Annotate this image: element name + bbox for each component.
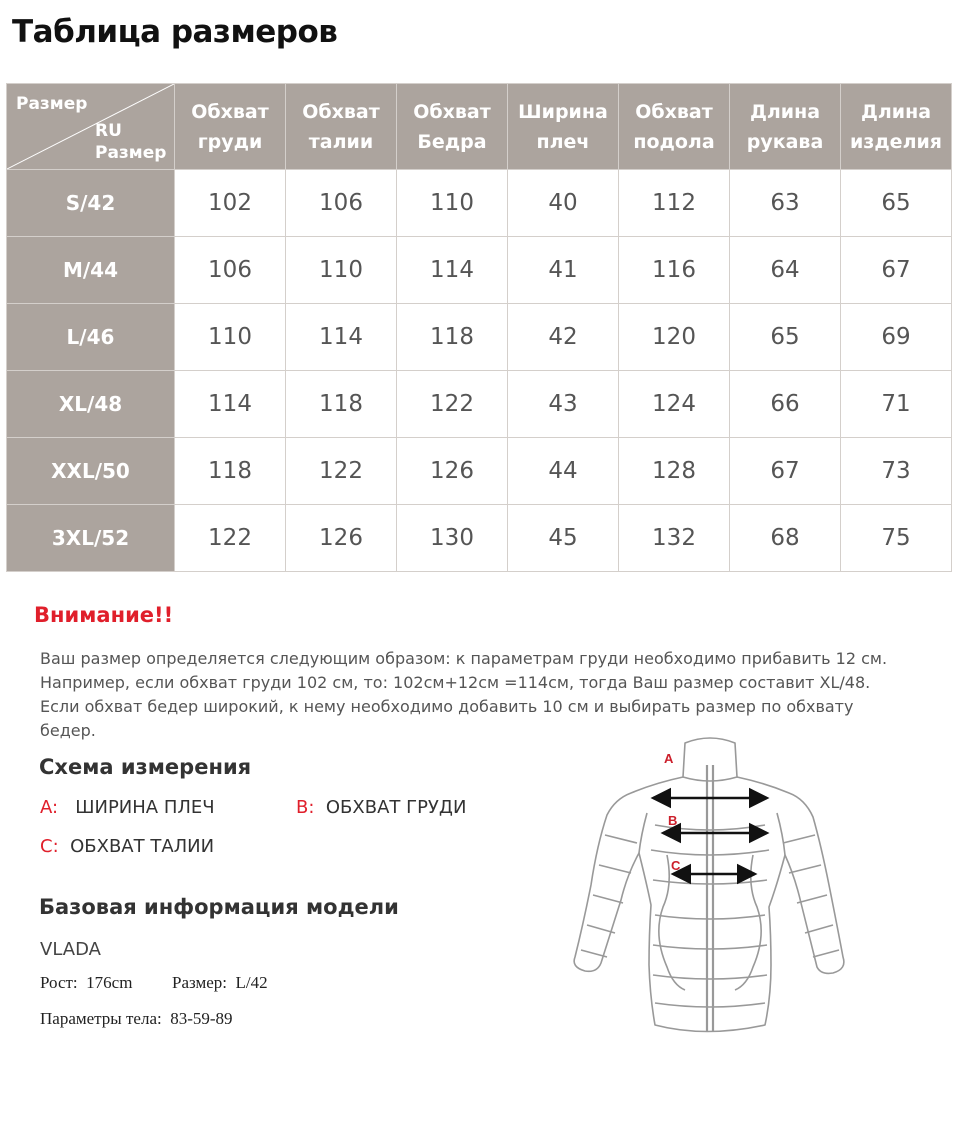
value-cell: 65 — [730, 304, 841, 371]
measure-heading: Схема измерения — [39, 755, 252, 779]
table-row — [7, 505, 952, 572]
params-value: 83-59-89 — [170, 1009, 233, 1028]
value-cell: 132 — [619, 505, 730, 572]
value-cell: 122 — [397, 371, 508, 438]
column-header — [841, 84, 952, 170]
value-cell: 63 — [730, 170, 841, 237]
column-header-line: Ширина — [518, 100, 608, 123]
model-size-value: L/42 — [235, 973, 268, 992]
legend-letter-b: B: — [296, 797, 315, 818]
column-header — [619, 84, 730, 170]
height-value: 176cm — [86, 973, 133, 992]
column-header-line: груди — [197, 130, 263, 153]
value-cell: 122 — [286, 438, 397, 505]
corner-label-ru: RU Размер — [95, 121, 167, 163]
model-height — [40, 973, 132, 993]
value-cell: 44 — [508, 438, 619, 505]
measure-letters — [664, 751, 681, 873]
column-header-line: Длина — [860, 100, 932, 123]
table-row — [7, 170, 952, 237]
column-header-line: рукава — [746, 130, 824, 153]
column-header — [175, 84, 286, 170]
value-cell: 41 — [508, 237, 619, 304]
value-cell: 120 — [619, 304, 730, 371]
value-cell: 68 — [730, 505, 841, 572]
value-cell: 110 — [397, 170, 508, 237]
attention-heading: Внимание!! — [34, 603, 174, 627]
size-cell: 3XL/52 — [7, 505, 175, 572]
value-cell: 128 — [619, 438, 730, 505]
size-note: Ваш размер определяется следующим образом: к параметрам груди необходимо прибавить 12 см. Например, если обхват груди 102 см, то: 102см+12см =114см, тогда Ваш размер составит XL/48. Если обхват бедер широкий, к нему необходимо добавить 10 см и выбирать размер по обхвату бедер. — [40, 649, 888, 740]
value-cell: 118 — [286, 371, 397, 438]
legend-item-b — [296, 797, 466, 818]
page-title: Таблица размеров — [12, 14, 338, 50]
value-cell: 65 — [841, 170, 952, 237]
legend-letter-c: C: — [40, 836, 59, 857]
column-header-line: талии — [308, 130, 374, 153]
table-row — [7, 304, 952, 371]
value-cell: 126 — [397, 438, 508, 505]
column-header-line: Обхват — [635, 100, 713, 123]
value-cell: 124 — [619, 371, 730, 438]
jacket-diagram — [555, 735, 855, 1040]
value-cell: 69 — [841, 304, 952, 371]
legend-letter-a: A: — [40, 797, 59, 818]
column-header — [286, 84, 397, 170]
size-cell: S/42 — [7, 170, 175, 237]
value-cell: 67 — [841, 237, 952, 304]
value-cell: 114 — [397, 237, 508, 304]
value-cell: 118 — [397, 304, 508, 371]
diagram-label-a: A — [664, 751, 674, 766]
size-cell: XXL/50 — [7, 438, 175, 505]
value-cell: 71 — [841, 371, 952, 438]
diagram-label-c: C — [671, 858, 681, 873]
legend-item-c — [40, 836, 214, 857]
value-cell: 112 — [619, 170, 730, 237]
value-cell: 64 — [730, 237, 841, 304]
value-cell: 110 — [175, 304, 286, 371]
model-size-label: Размер: — [172, 973, 228, 992]
column-header-line: плеч — [536, 130, 590, 153]
column-header — [508, 84, 619, 170]
column-header-line: подола — [633, 130, 715, 153]
legend-label-b: ОБХВАТ ГРУДИ — [325, 797, 467, 818]
column-header-line: Бедра — [417, 130, 487, 153]
column-header-line: изделия — [849, 130, 942, 153]
table-header-row — [7, 84, 952, 170]
column-header-line: Обхват — [413, 100, 491, 123]
value-cell: 102 — [175, 170, 286, 237]
value-cell: 114 — [175, 371, 286, 438]
value-cell: 42 — [508, 304, 619, 371]
value-cell: 75 — [841, 505, 952, 572]
table-row — [7, 438, 952, 505]
table-row — [7, 371, 952, 438]
legend-item-a — [40, 797, 215, 818]
size-cell: L/46 — [7, 304, 175, 371]
table-corner-cell — [7, 84, 175, 170]
column-header — [730, 84, 841, 170]
params-label: Параметры тела: — [40, 1009, 162, 1028]
model-name: VLADA — [40, 939, 101, 960]
size-table — [6, 83, 952, 572]
column-header-line: Обхват — [302, 100, 380, 123]
legend-label-c: ОБХВАТ ТАЛИИ — [70, 836, 215, 857]
value-cell: 73 — [841, 438, 952, 505]
value-cell: 106 — [286, 170, 397, 237]
jacket-outline — [574, 738, 844, 1032]
size-cell: XL/48 — [7, 371, 175, 438]
column-header-line: Обхват — [191, 100, 269, 123]
model-params — [40, 1009, 233, 1029]
legend-label-a: ШИРИНА ПЛЕЧ — [75, 797, 215, 818]
diagram-label-b: B — [668, 813, 678, 828]
value-cell: 106 — [175, 237, 286, 304]
value-cell: 40 — [508, 170, 619, 237]
value-cell: 43 — [508, 371, 619, 438]
value-cell: 122 — [175, 505, 286, 572]
value-cell: 126 — [286, 505, 397, 572]
value-cell: 67 — [730, 438, 841, 505]
value-cell: 118 — [175, 438, 286, 505]
value-cell: 114 — [286, 304, 397, 371]
corner-label-size: Размер — [16, 94, 88, 114]
value-cell: 116 — [619, 237, 730, 304]
value-cell: 45 — [508, 505, 619, 572]
value-cell: 110 — [286, 237, 397, 304]
value-cell: 130 — [397, 505, 508, 572]
height-label: Рост: — [40, 973, 78, 992]
column-header — [397, 84, 508, 170]
size-cell: M/44 — [7, 237, 175, 304]
model-size — [172, 973, 268, 993]
model-heading: Базовая информация модели — [39, 895, 399, 919]
column-header-line: Длина — [749, 100, 821, 123]
value-cell: 66 — [730, 371, 841, 438]
table-row — [7, 237, 952, 304]
